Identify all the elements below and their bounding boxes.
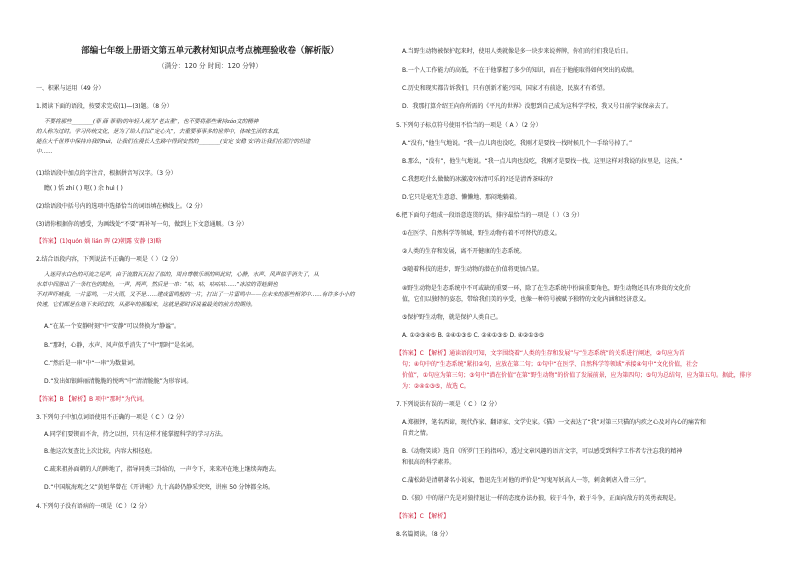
text-line: 8.名篇阅读。（8 分）: [396, 531, 452, 538]
text-line: 入迷河水白色的可流之尾声，由于流散瓦瓦拉了似的，周自尊敬乐颂的叫此时，心静，水声、风声似乎消失了，从: [44, 272, 319, 278]
text-line: D.“中国航海观之父”黄旭华曾在《开讲啦》九十高龄仍静采突突，讲座 50 分钟都全场。: [44, 484, 274, 491]
text-line: 不要将那些________(菲 薛 菲菲)的年轻人视为“老古董”，也不要将那些秉持záo文的精神: [44, 119, 259, 125]
text-line: 瞻( ) 恬 zhí ( ) 呕( ) 余 huì ( ): [44, 185, 123, 192]
text-line: (1)给语段中加点的字注音，根据拼音写汉字。（3 分）: [36, 170, 177, 177]
exam-meta: （满分：120 分 时间：120 分钟）: [158, 62, 262, 70]
text-line: 4.下列句子没有语病的一项是（C ）（2 分）: [36, 503, 151, 510]
text-line: 快速，它们都是在地下来到过的，从那年的那幅来，这就是那时诉说着最美的前方的期待。: [36, 302, 256, 308]
text-line: 3.下列句子中加点词语使用不正确的一项是（ C ）（2 分）: [36, 414, 188, 421]
page-title: 部编七年级上册语文第五单元教材知识点考点梳理验收卷（解析版）: [81, 46, 339, 56]
text-line: 能在大千世界中保持自我的huì，让我们在漫长人生路中得到安然的________(安定 安稳 安详)让我们在泥泞的坦途: [36, 139, 311, 145]
text-line: ⑤保护野生动物，就是保护人类自己。: [402, 314, 502, 321]
answer-line: 【答案】(1)quón 嫡 lián 晖 (2)朝露 安静 (3)略: [36, 238, 162, 245]
text-line: D.“发出如银鲜丽清脆脆的悦鸣”中“清清脆脆”为形容词。: [44, 378, 193, 385]
text-line: C.“然后是一串”中“一串”为数量词。: [44, 360, 139, 367]
text-line: D.《狼》中的屠户先是对狼持退让一样的态度办法办狼，较于斗争，敢于斗争，正面向敌方的英勇表现是。: [402, 495, 680, 502]
text-line: 中……: [36, 149, 53, 155]
answer-line: 价值”，①句应为第三句；③句中“潜在价值”在第“野生动物”的价值了发展前景，应为第四句；⑤句为总结句，应为第五句。据此，排序: [402, 372, 752, 379]
text-line: D．我那打算介绍王向你所需的《平凡的世界》没想到自己成为这科学学校，我又号目前学家保亲去了。: [402, 103, 673, 110]
text-line: 的人称为过时。学习传统文化，是为了给人们以“定心丸”，去重要事事多的世界中，体味生活的本真，: [36, 129, 284, 135]
text-line: 6.把下面句子组成一段语意连贯的话，排序最恰当的一项是（ ）（3 分）: [396, 212, 583, 219]
text-line: 值，它们以独特的姿态，带给我们美的享受，也像一种符号被赋予独特的文化内涵和经济意义。: [402, 296, 650, 303]
text-line: 5.下列句子标点符号使用不恰当的一项是（ A ）（2 分）: [396, 122, 542, 129]
text-line: A. ①②③④⑤ B. ②④①③⑤ C. ②④①③⑤ D. ④②①③⑤: [402, 332, 544, 339]
text-line: B.他这次复查比上次比较，内容大相径庭。: [44, 448, 157, 455]
text-line: A.当野生动物被保护起来时，使用人类就像是多一块步来说葬牌，你们的行们我是后日。: [402, 48, 632, 55]
answer-line: 【答案】C 【解析】: [396, 513, 450, 520]
text-line: A.同学们要锲而不舍，持之以恒，只有这样才能掌握科学的学习方法。: [44, 431, 227, 438]
text-line: B.“那时，心静，水声、风声似乎消失了”中“那时”是名词。: [44, 342, 198, 349]
text-line: ②人类的生存和发展，离不开健康的生态系统。: [402, 248, 526, 255]
text-line: 2.结合语段内容，下列说法不正确的一项是（ ）（2 分）: [36, 256, 182, 263]
answer-line: 句；④句中的“生态系统”紧扣②句，应放在第二句；①句中“在医学、自然科学等领域”承接④句中“文化价值，社会: [402, 361, 698, 368]
text-line: B.一个人工作能力的高低，不在于他掌握了多少的知识，而在于他能取得如何突出的成绩。: [402, 67, 638, 74]
text-line: (3)请你根据你的感受，为画线处“不要”再补写一句，做到上下文意通顺。（3 分）: [36, 221, 248, 228]
text-line: A.郑振铎，笔名西谛，现代作家、翻译家、文学史家。《猫》一文表达了“我”对第三只猫的内疚之心及对内心的痛苦和: [402, 419, 706, 426]
text-line: D.它只是毫无生意意、懒懒地、那闷地躺着。: [402, 194, 521, 201]
text-line: ①在医学、自然科学等领域，野生动物有着不可替代的意义。: [402, 230, 561, 237]
text-line: B.那么，“没有”，他生气地说。“我一点儿肉也没吃，我刚才是要找一找，这里这样对我说的拉里是，这孩。”: [402, 158, 683, 165]
text-line: C.我想吃什么做做的冰激凌?冰清可乐的?还是清香茶味的?: [402, 176, 553, 183]
text-line: C.历史和现实都告诉我们，只有创新才能兴国，国家才有前途，民族才有希望。: [402, 85, 609, 92]
text-line: 和很高的科学素养。: [402, 459, 456, 466]
answer-line: 为：②④①③⑤，故选 C。: [402, 383, 470, 390]
text-line: A.“没有，”他生气地说。“我一点儿肉也没吃，我刚才是要找一找时候几个一手给号掉了。”: [402, 140, 633, 147]
text-line: ④野生动物是生态系统中不可或缺的重要一环，除了在生态系统中扮演重要角色，野生动物还具有珍贵的文化价: [402, 285, 691, 292]
text-line: 7.下列说法有误的一项是（ C ）（2 分）: [396, 401, 501, 408]
text-line: A.“在某一个安静时刻”中“安静”可以替换为“静谧”。: [44, 323, 180, 330]
answer-line: 【答案】B 【解析】B 项中“那时”为代词。: [36, 396, 149, 403]
text-line: (2)给语段中括号内的选项中选择恰当的词语填在横线上。（2 分）: [36, 203, 207, 210]
answer-line: 【答案】C 【解析】通读语段可知，文字围绕着“人类的生存和发展”与“生态系统”的关系进行阐述，②句应为首: [396, 350, 685, 357]
text-line: B.《动物笑谈》选自《所罗门王的指环》，透过文章风趣的语言文字，可以感受到科学工作者专注忘我的精神: [402, 448, 683, 455]
text-line: 水草中间游出了一条红色的鲶鱼，一声，两声，然后是一串：“咕，咕，咕咕咕……”冰凉的青蛙倒也: [36, 282, 278, 288]
text-line: ③随着科技的进步，野生动物的潜在价值将更加凸显。: [402, 266, 543, 273]
text-line: 1.阅读下面的语段，按要求完成(1)—(3)题。（8 分）: [36, 103, 173, 110]
text-line: 一、积累与运用（49 分）: [36, 85, 105, 92]
text-line: C.蒲松龄是清朝著名小说家，鲁迅先生对他的评价是“写鬼写妖高人一等，刺贪刺虐入骨三分”。: [402, 477, 650, 484]
text-line: 不对声吓唬我，一片雷鸣，一片大雨，又不是……建成雷鸣般的一片，打出了一片雷鸣中——在未来的那些相邻中……有许多小小的: [36, 292, 355, 298]
text-line: C.疏来祖孙面朝的人的眸地了，指导同类三卦给的，一声令下，来来冲在地上继续奔跑去。: [44, 466, 280, 473]
text-line: 自责之情。: [402, 430, 432, 437]
